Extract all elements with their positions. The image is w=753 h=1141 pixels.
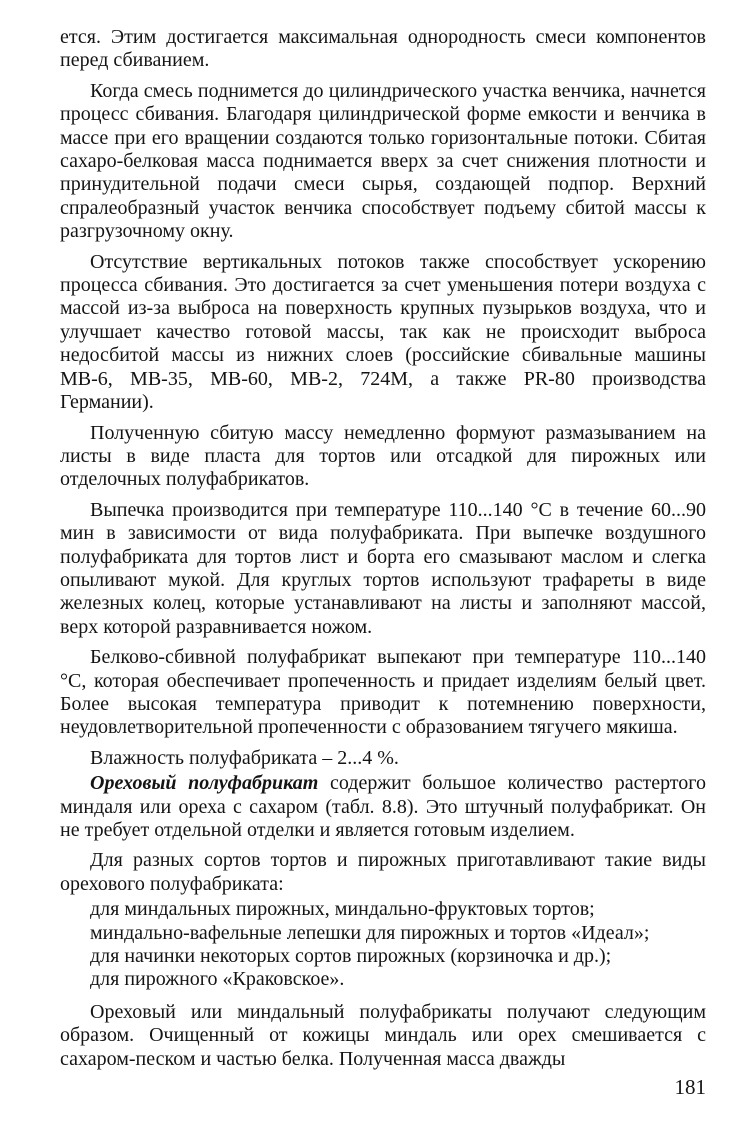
- paragraph-nut-product: [60, 772, 706, 842]
- paragraph-list-intro: Для разных сортов тортов и пирожных приготавливают такие виды орехового полуфабриката:: [60, 849, 706, 895]
- list-item: для миндальных пирожных, миндально-фруктовых тортов;: [90, 898, 595, 921]
- paragraph-whipping-start: Когда смесь поднимется до цилиндрического участка венчика, начнется процесс сбивания. Благодаря цилиндрической форме емкости и венчика в массе при его вращении создаются только горизонтальные потоки. Сбитая сахаро-белковая масса поднимается вверх за счет снижения плотности и принудительной подачи смеси сырья, создающей подпор. Верхний спралеобразный участок венчика способствует подъему сбитой массы к разгрузочному окну.: [60, 79, 706, 243]
- paragraph-vertical-flows: Отсутствие вертикальных потоков также способствует ускорению процесса сбивания. Это достигается за счет уменьшения потери воздуха с массой из-за выброса на поверхность крупных пузырьков воздуха, что и улучшает качество готовой массы, так как не происходит выброса недосбитой массы из нижних слоев (российские сбивальные машины МВ-6, МВ-35, МВ-60, МВ-2, 724М, а также PR-80 производства Германии).: [60, 250, 706, 414]
- page-number: 181: [674, 1075, 706, 1099]
- page-body: [60, 26, 706, 1078]
- paragraph-baking: Выпечка производится при температуре 110...140 °С в течение 60...90 мин в зависимости от вида полуфабриката. При выпечке воздушного полуфабриката для тортов лист и борта его смазывают маслом и слегка опыливают мукой. Для круглых тортов используют трафареты в виде железных колец, которые устанавливают на листы и заполняют массой, верх которой разравнивается ножом.: [60, 498, 706, 638]
- nut-product-term: Ореховый полуфабрикат: [90, 772, 319, 795]
- nut-product-text: содержит большое количество растертого миндаля или ореха с сахаром (табл. 8.8). Это штучный полуфабрикат. Он не требует отдельной отделки и является готовым изделием.: [60, 772, 706, 841]
- paragraph-protein-product: Белково-сбивной полуфабрикат выпекают при температуре 110...140 °С, которая обеспечивает пропеченность и придает изделиям белый цвет. Более высокая температура приводит к потемнению поверхности, неудовлетворительной пропеченности с образованием тягучего мякиша.: [60, 646, 706, 739]
- paragraph-continuation: ется. Этим достигается максимальная однородность смеси компонентов перед сбиванием.: [60, 26, 706, 72]
- paragraph-forming: Полученную сбитую массу немедленно формуют размазыванием на листы в виде пласта для тортов или отсадкой для пирожных или отделочных полуфабрикатов.: [60, 421, 706, 491]
- nut-product-types-list: [60, 898, 706, 992]
- paragraph-preparation: Ореховый или миндальный полуфабрикаты получают следующим образом. Очищенный от кожицы миндаль или орех смешивается с сахаром-песком и частью белка. Полученная масса дважды: [60, 1000, 706, 1070]
- list-item: миндально-вафельные лепешки для пирожных и тортов «Идеал»;: [90, 921, 650, 944]
- list-item: для пирожного «Краковское».: [90, 968, 345, 991]
- list-item: для начинки некоторых сортов пирожных (корзиночка и др.);: [90, 945, 612, 968]
- paragraph-moisture: Влажность полуфабриката – 2...4 %.: [90, 746, 399, 769]
